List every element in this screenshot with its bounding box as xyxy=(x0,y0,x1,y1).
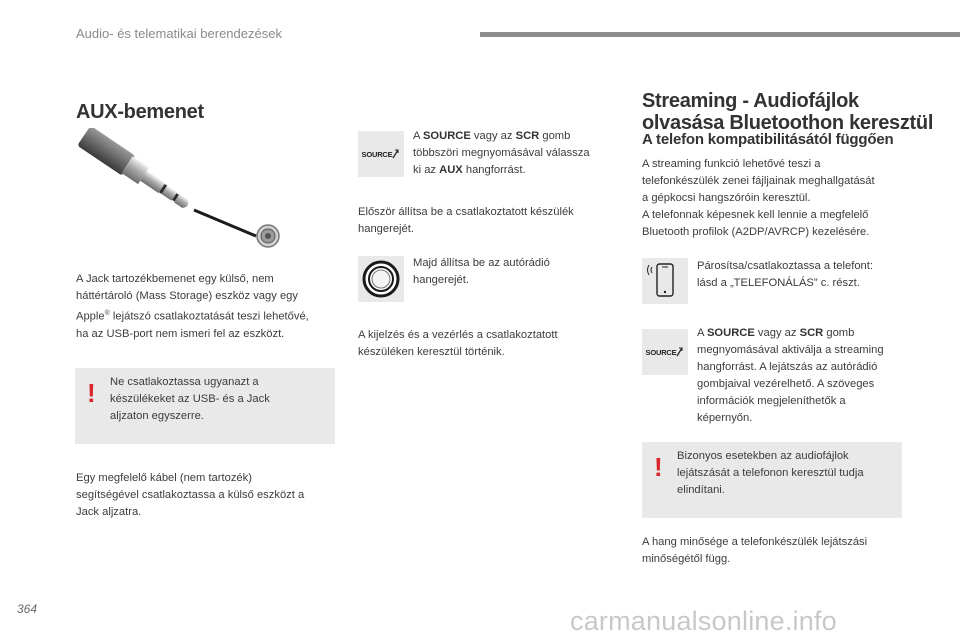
jack-plug-illustration xyxy=(72,128,292,254)
watermark: carmanualsonline.info xyxy=(570,606,837,636)
source-button-icon: SOURCE xyxy=(358,131,404,177)
page-number: 364 xyxy=(17,602,38,616)
radio-volume-text: Majd állítsa be az autórádió hangerejét. xyxy=(413,257,550,286)
volume-knob-icon xyxy=(358,256,404,302)
source-arrow-icon xyxy=(392,149,400,159)
source-select-text: A SOURCE vagy az SCR gomb többszöri megnyomásával válassza ki az AUX hangforrást. xyxy=(413,130,590,176)
aux-intro-text: A Jack tartozékbemenet egy külső, nem háttértároló (Mass Storage) eszköz vagy egy Apple® lejátszó csatlakoztatását teszi lehetővé, ha az USB-port nem ismeri fel az eszközt. xyxy=(76,273,309,340)
display-control-text: A kijelzés és a vezérlés a csatlakoztatott készüléken keresztül történik. xyxy=(358,329,558,358)
streaming-warning-box xyxy=(642,442,902,518)
source-arrow-icon xyxy=(676,347,684,357)
streaming-subheading: A telefon kompatibilitásától függően xyxy=(642,131,894,148)
source-button-icon-2: SOURCE xyxy=(642,329,688,375)
warning-exclamation-icon: ! xyxy=(87,378,96,408)
aux-heading: AUX-bemenet xyxy=(76,101,204,123)
header-bar xyxy=(480,32,960,37)
streaming-activate-text: A SOURCE vagy az SCR gomb megnyomásával aktiválja a streaming hangforrást. A lejátszás az autórádió gombjaival vezérelhető. A szöveges információk megjeleníthetők a képernyőn. xyxy=(697,327,884,424)
running-header-title: Audio- és telematikai berendezések xyxy=(76,26,282,41)
aux-cable-text: Egy megfelelő kábel (nem tartozék) segítségével csatlakoztassa a külső eszközt a Jack aljzatra. xyxy=(76,472,305,518)
streaming-intro-text: A streaming funkció lehetővé teszi a telefonkészülék zenei fájljainak meghallgatását a gépkocsi hangszóróin keresztül. A telefonnak képesnek kell lennie a megfelelő Bluetooth profilok (A2DP/AVRCP) kezelésére. xyxy=(642,158,875,238)
smartphone-icon xyxy=(642,258,688,304)
device-volume-text: Először állítsa be a csatlakoztatott készülék hangerejét. xyxy=(358,206,574,235)
warning-exclamation-icon: ! xyxy=(654,452,663,482)
aux-warning-box xyxy=(75,368,335,444)
sound-quality-text: A hang minősége a telefonkészülék lejátszási minőségétől függ. xyxy=(642,536,868,565)
streaming-heading: Streaming - Audiofájlok olvasása Bluetoothon keresztül xyxy=(642,90,934,134)
pairing-text: Párosítsa/csatlakoztassa a telefont: lásd a „TELEFONÁLÁS” c. részt. xyxy=(697,260,873,289)
streaming-warning-text: Bizonyos esetekben az audiofájlok lejátszását a telefonon keresztül tudja elindítani. xyxy=(677,450,864,496)
aux-warning-text: Ne csatlakoztassa ugyanazt a készülékeket az USB- és a Jack aljzaton egyszerre. xyxy=(110,376,270,422)
